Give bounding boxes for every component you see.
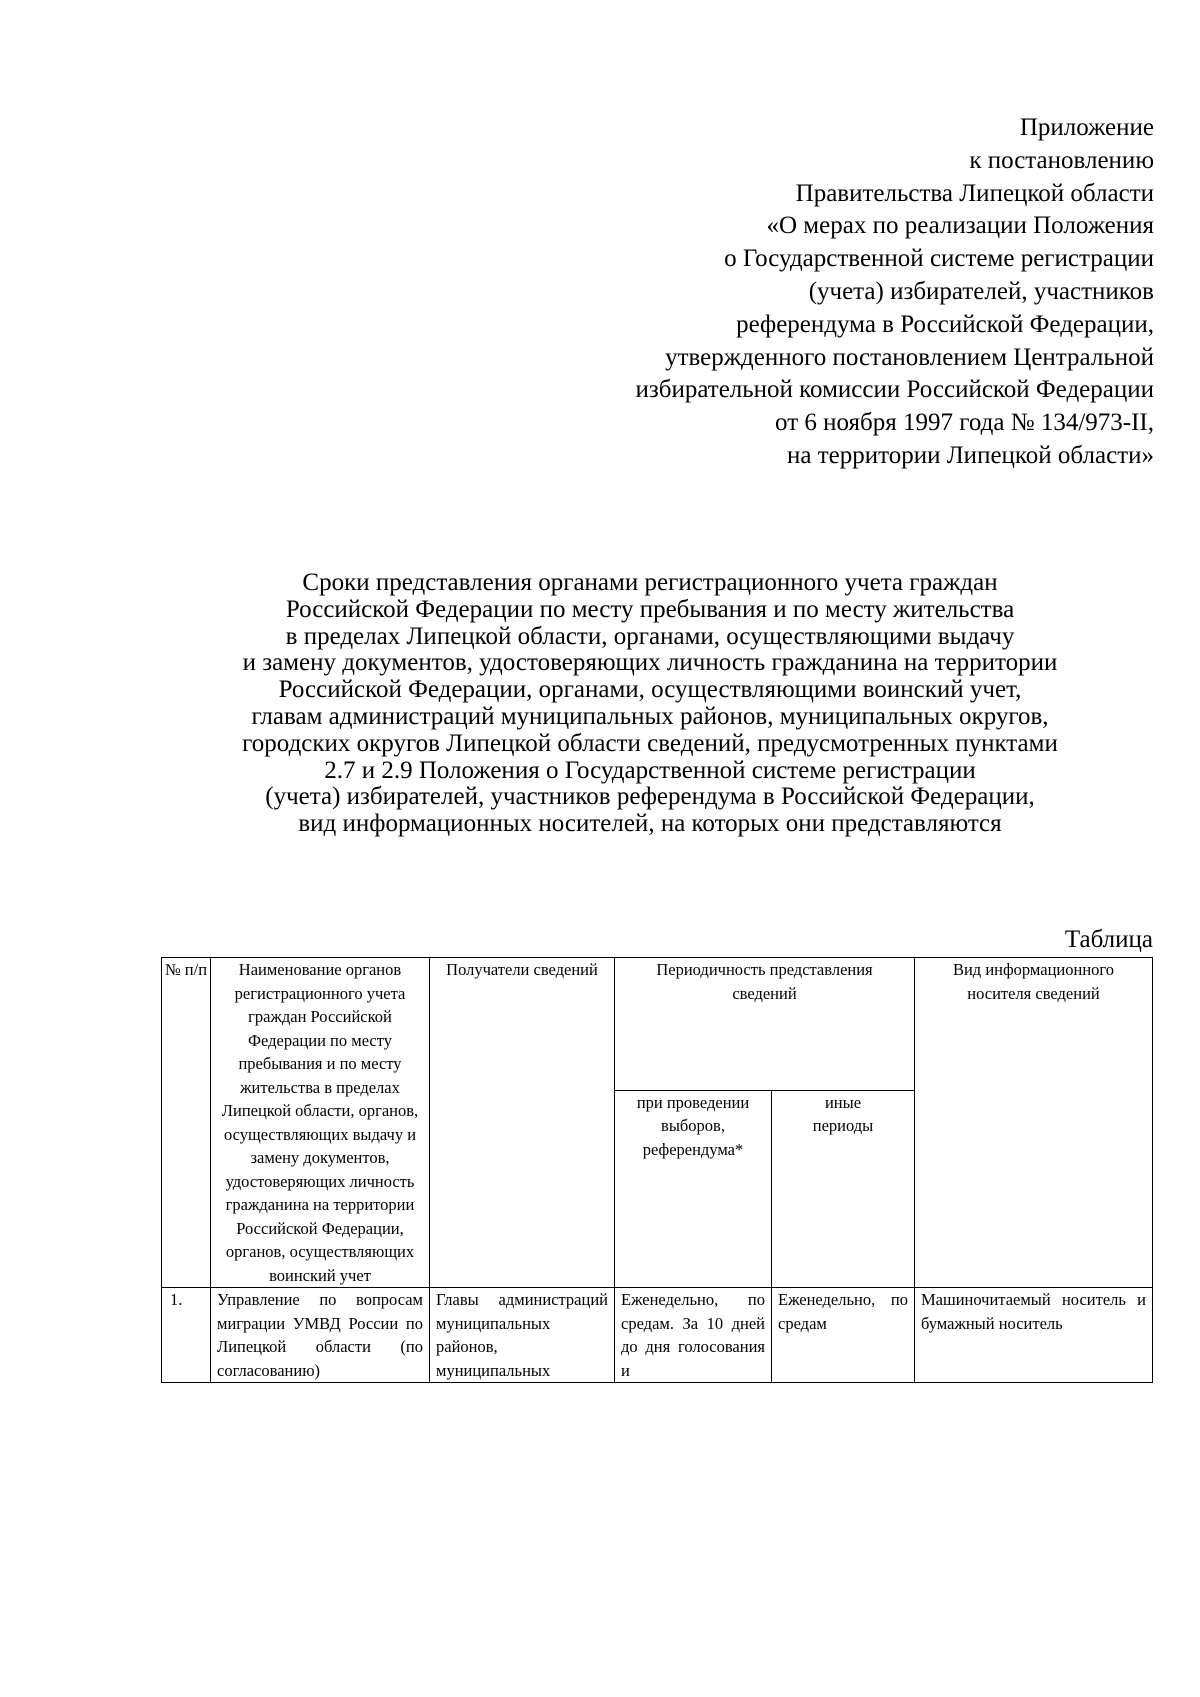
title-line: Российской Федерации, органами, осуществляющими воинский учет,	[278, 676, 1022, 704]
row-other: Еженедельно, по средам	[772, 1288, 915, 1383]
row-organ: Управление по вопросам миграции УМВД России по Липецкой области (по согласованию)	[211, 1288, 430, 1383]
title-line: 2.7 и 2.9 Положения о Государственной системе регистрации	[324, 756, 976, 784]
appendix-line: «О мерах по реализации Положения	[766, 212, 1154, 240]
table-caption: Таблица	[1064, 926, 1153, 953]
document-title	[160, 570, 1140, 838]
appendix-line: Правительства Липецкой области	[795, 179, 1154, 207]
title-line: (учета) избирателей, участников референдума в Российской Федерации,	[265, 783, 1035, 811]
appendix-line: от 6 ноября 1997 года № 134/973-II,	[775, 409, 1154, 437]
header-organs: Наименование органов регистрационного учета граждан Российской Федерации по месту пребывания и по месту жительства в пределах Липецкой области, органов, осуществляющих выдачу и замену документов, удостоверяющих личность гражданина на территории Российской Федерации, органов, осуществляющих воинский учет	[211, 958, 430, 1288]
appendix-line: к постановлению	[969, 146, 1154, 174]
title-line: в пределах Липецкой области, органами, осуществляющими выдачу	[285, 622, 1015, 650]
row-recipients: Главы администраций муниципальных районов, муниципальных	[430, 1288, 615, 1383]
row-num: 1.	[162, 1288, 211, 1383]
header-periodicity: Периодичность представления сведений	[615, 958, 915, 1091]
appendix-line: утвержденного постановлением Центральной	[665, 343, 1154, 371]
header-media: Вид информационного носителя сведений	[915, 958, 1153, 1288]
row-elections: Еженедельно, по средам. За 10 дней до дня голосования и	[615, 1288, 772, 1383]
row-media: Машиночитаемый носитель и бумажный носитель	[915, 1288, 1153, 1383]
table-row	[162, 1288, 1153, 1383]
header-recipients: Получатели сведений	[430, 958, 615, 1288]
title-line: Сроки представления органами регистрационного учета граждан	[302, 569, 998, 596]
title-line: и замену документов, удостоверяющих личность гражданина на территории	[242, 649, 1058, 677]
schedule-table	[161, 957, 1153, 1383]
title-line: городских округов Липецкой области сведений, предусмотренных пунктами	[242, 729, 1058, 757]
header-other: иные периоды	[772, 1090, 915, 1287]
header-elections: при проведении выборов, референдума*	[615, 1090, 772, 1287]
appendix-line: избирательной комиссии Российской Федерации	[635, 376, 1154, 404]
appendix-header	[454, 112, 1154, 473]
title-line: Российской Федерации по месту пребывания и по месту жительства	[285, 595, 1015, 623]
appendix-line: (учета) избирателей, участников	[808, 277, 1154, 305]
appendix-line: о Государственной системе регистрации	[724, 245, 1154, 273]
table-header-row	[162, 958, 1153, 1091]
title-line: главам администраций муниципальных районов, муниципальных округов,	[251, 702, 1049, 730]
appendix-line: Приложение	[1019, 114, 1154, 141]
header-num: № п/п	[162, 958, 211, 1288]
appendix-line: на территории Липецкой области»	[787, 441, 1154, 469]
title-line: вид информационных носителей, на которых они представляются	[298, 810, 1002, 838]
appendix-line: референдума в Российской Федерации,	[736, 310, 1154, 338]
